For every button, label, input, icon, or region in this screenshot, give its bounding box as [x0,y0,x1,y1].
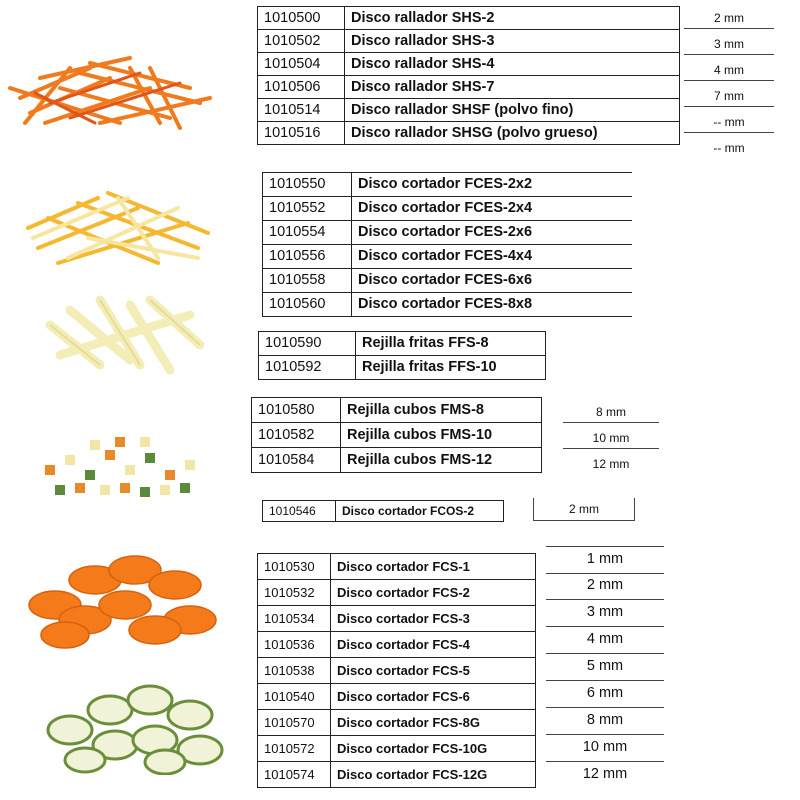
fcos-table [262,500,504,522]
table-row [263,501,504,522]
table-row [259,356,546,380]
product-name: Rejilla fritas FFS-8 [356,332,546,356]
carrot-slices-image [15,545,220,655]
table-row [252,423,542,448]
size-value: 2 mm [684,4,774,29]
product-code: 1010552 [263,197,352,221]
product-name: Disco cortador FCES-2x6 [352,221,633,245]
table-row [258,99,680,122]
product-name: Disco rallador SHS-4 [345,53,680,76]
table-row [258,658,536,684]
product-code: 1010530 [258,554,331,580]
product-code: 1010504 [258,53,345,76]
product-code: 1010536 [258,632,331,658]
cheese-strips-image [18,178,218,273]
product-name: Disco cortador FCOS-2 [336,501,504,522]
product-code: 1010580 [252,398,341,423]
product-code: 1010592 [259,356,356,380]
fritas-table [258,331,546,380]
product-name: Rejilla cubos FMS-8 [341,398,542,423]
table-row [263,221,633,245]
product-code: 1010538 [258,658,331,684]
product-name: Disco cortador FCS-1 [331,554,536,580]
size-value: 7 mm [684,82,774,107]
table-row [263,245,633,269]
size-value: 6 mm [546,681,664,708]
table-row [263,269,633,293]
size-value: -- mm [684,108,774,133]
table-row [252,398,542,423]
size-value: 10 mm [563,424,659,449]
product-name: Disco rallador SHS-3 [345,30,680,53]
table-row [258,30,680,53]
size-value: 4 mm [684,56,774,81]
size-value: 4 mm [546,627,664,654]
product-name: Disco rallador SHSF (polvo fino) [345,99,680,122]
size-value: 2 mm [533,498,635,521]
table-row [252,448,542,473]
size-value: 3 mm [546,600,664,627]
size-value: 12 mm [582,766,628,782]
table-row [258,762,536,788]
product-name: Disco cortador FCES-2x4 [352,197,633,221]
product-code: 1010534 [258,606,331,632]
product-code: 1010554 [263,221,352,245]
product-code: 1010516 [258,122,345,145]
product-code: 1010582 [252,423,341,448]
table-row [263,293,633,317]
product-code: 1010558 [263,269,352,293]
size-value: -- mm [713,141,745,155]
product-code: 1010590 [259,332,356,356]
fces-table [262,172,632,317]
product-code: 1010584 [252,448,341,473]
product-code: 1010574 [258,762,331,788]
table-row [263,197,633,221]
table-row [258,632,536,658]
size-value: 10 mm [546,735,664,762]
product-name: Disco cortador FCES-2x2 [352,173,633,197]
product-name: Disco cortador FCS-5 [331,658,536,684]
grated-carrot-image [0,28,220,138]
product-name: Disco cortador FCS-8G [331,710,536,736]
product-name: Disco cortador FCS-4 [331,632,536,658]
size-value: 1 mm [546,546,664,574]
size-value: 12 mm [592,457,630,471]
product-name: Disco cortador FCS-2 [331,580,536,606]
product-name: Disco rallador SHS-2 [345,7,680,30]
product-code: 1010560 [263,293,352,317]
table-row [258,76,680,99]
table-row [258,53,680,76]
product-code: 1010546 [263,501,336,522]
product-name: Rejilla cubos FMS-10 [341,423,542,448]
product-name: Disco cortador FCS-3 [331,606,536,632]
product-code: 1010506 [258,76,345,99]
product-name: Rejilla cubos FMS-12 [341,448,542,473]
size-value: 8 mm [563,398,659,423]
table-row [263,173,633,197]
size-value: 3 mm [684,30,774,55]
table-row [258,684,536,710]
product-code: 1010540 [258,684,331,710]
table-row [258,736,536,762]
product-name: Disco cortador FCES-8x8 [352,293,633,317]
size-value: 2 mm [546,573,664,600]
product-code: 1010532 [258,580,331,606]
size-value: 5 mm [546,654,664,681]
product-name: Disco rallador SHS-7 [345,76,680,99]
cubos-table [251,397,542,473]
diced-vegetables-image [25,425,215,510]
product-code: 1010502 [258,30,345,53]
table-row [258,7,680,30]
table-row [258,606,536,632]
table-row [259,332,546,356]
potato-fries-image [40,285,215,380]
product-code: 1010514 [258,99,345,122]
rallador-table [257,6,680,145]
product-name: Rejilla fritas FFS-10 [356,356,546,380]
table-row [258,122,680,145]
product-name: Disco cortador FCS-6 [331,684,536,710]
product-code: 1010550 [263,173,352,197]
product-name: Disco cortador FCS-12G [331,762,536,788]
product-code: 1010500 [258,7,345,30]
table-row [258,554,536,580]
product-code: 1010572 [258,736,331,762]
product-code: 1010556 [263,245,352,269]
size-value: 8 mm [546,708,664,735]
product-name: Disco rallador SHSG (polvo grueso) [345,122,680,145]
product-code: 1010570 [258,710,331,736]
fcs-table [257,553,536,788]
zucchini-slices-image [40,680,225,775]
product-name: Disco cortador FCS-10G [331,736,536,762]
table-row [258,710,536,736]
product-name: Disco cortador FCES-6x6 [352,269,633,293]
product-name: Disco cortador FCES-4x4 [352,245,633,269]
table-row [258,580,536,606]
